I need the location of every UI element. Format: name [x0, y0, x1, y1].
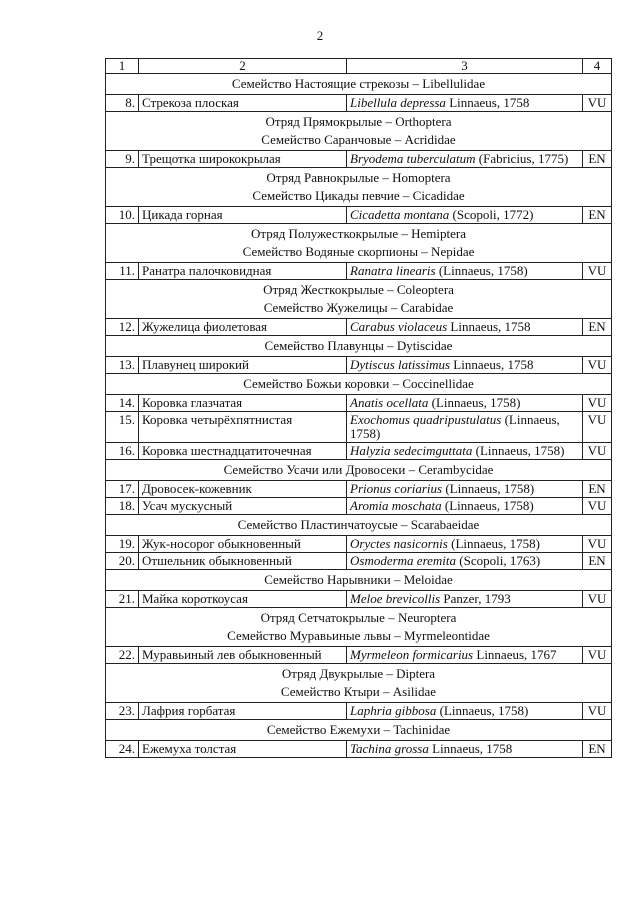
category-heading: Отряд Полужесткокрылые – Hemiptera: [250, 226, 467, 241]
species-row: [106, 741, 612, 758]
header-cell-4: 4: [583, 59, 612, 74]
latin-name-cell: [347, 357, 583, 374]
latin-name-cell: [347, 151, 583, 168]
author-year: Linnaeus, 1758: [445, 95, 530, 110]
category-row: [106, 608, 612, 647]
latin-name: Meloe brevicollis: [350, 591, 441, 606]
category-row: [106, 280, 612, 319]
category-heading: Семейство Ежемухи – Tachinidae: [266, 722, 451, 737]
status-code: EN: [583, 741, 612, 758]
russian-name: Стрекоза плоская: [139, 95, 347, 112]
author-year: (Scopoli, 1763): [456, 553, 541, 568]
species-row: [106, 395, 612, 412]
category-heading: Семейство Муравьиные львы – Myrmeleontidae: [227, 628, 490, 643]
russian-name: Ежемуха толстая: [139, 741, 347, 758]
category-cell: [106, 336, 612, 357]
latin-name: Bryodema tuberculatum: [350, 151, 476, 166]
status-code: VU: [583, 591, 612, 608]
author-year: Linnaeus, 1758: [428, 741, 513, 756]
species-row: [106, 591, 612, 608]
author-year: (Linnaeus, 1758): [350, 412, 560, 441]
russian-name: Майка короткоусая: [139, 591, 347, 608]
latin-name: Prionus coriarius: [350, 481, 443, 496]
author-year: (Scopoli, 1772): [449, 207, 534, 222]
species-row: [106, 95, 612, 112]
category-row: [106, 664, 612, 703]
species-row: [106, 703, 612, 720]
category-row: [106, 168, 612, 207]
row-number: 18.: [106, 498, 139, 515]
latin-name-cell: [347, 395, 583, 412]
header-cell-2: 2: [139, 59, 347, 74]
status-code: EN: [583, 319, 612, 336]
status-code: VU: [583, 263, 612, 280]
category-heading: Семейство Ктыри – Asilidae: [280, 684, 437, 699]
latin-name-cell: [347, 553, 583, 570]
category-heading: Отряд Прямокрылые – Orthoptera: [265, 114, 452, 129]
russian-name: Дровосек-кожевник: [139, 481, 347, 498]
latin-name-cell: [347, 207, 583, 224]
page-number: 2: [316, 28, 324, 43]
category-heading: Семейство Плавунцы – Dytiscidae: [264, 338, 453, 353]
russian-name: Отшельник обыкновенный: [139, 553, 347, 570]
status-code: VU: [583, 703, 612, 720]
latin-name: Anatis ocellata: [350, 395, 429, 410]
russian-name: Лафрия горбатая: [139, 703, 347, 720]
russian-name: Усач мускусный: [139, 498, 347, 515]
category-row: [106, 515, 612, 536]
category-heading: Семейство Пластинчатоусые – Scarabaeidae: [237, 517, 480, 532]
species-row: [106, 207, 612, 224]
row-number: 21.: [106, 591, 139, 608]
author-year: Panzer, 1793: [440, 591, 511, 606]
latin-name-cell: [347, 498, 583, 515]
latin-name-cell: [347, 443, 583, 460]
header-cell-3: 3: [347, 59, 583, 74]
category-cell: [106, 608, 612, 647]
category-heading: Семейство Водяные скорпионы – Nepidae: [242, 244, 475, 259]
latin-name: Carabus violaceus: [350, 319, 448, 334]
species-row: [106, 498, 612, 515]
row-number: 22.: [106, 647, 139, 664]
category-row: [106, 74, 612, 95]
category-row: [106, 336, 612, 357]
header-cell-1: 1: [106, 59, 139, 74]
species-row: [106, 443, 612, 460]
latin-name-cell: [347, 741, 583, 758]
author-year: (Linnaeus, 1758): [442, 481, 535, 496]
header-row: [106, 59, 612, 74]
row-number: 13.: [106, 357, 139, 374]
row-number: 20.: [106, 553, 139, 570]
row-number: 24.: [106, 741, 139, 758]
category-heading: Отряд Жесткокрылые – Coleoptera: [263, 282, 454, 297]
latin-name: Osmoderma eremita: [350, 553, 457, 568]
latin-name: Ranatra linearis: [350, 263, 436, 278]
species-row: [106, 151, 612, 168]
category-heading: Отряд Сетчатокрылые – Neuroptera: [260, 610, 457, 625]
status-code: EN: [583, 151, 612, 168]
latin-name: Cicadetta montana: [350, 207, 450, 222]
author-year: Linnaeus, 1758: [450, 357, 534, 372]
species-table: [105, 58, 612, 758]
latin-name: Laphria gibbosa: [350, 703, 437, 718]
status-code: VU: [583, 412, 612, 443]
status-code: EN: [583, 481, 612, 498]
russian-name: Трещотка ширококрылая: [139, 151, 347, 168]
status-code: VU: [583, 95, 612, 112]
russian-name: Плавунец широкий: [139, 357, 347, 374]
row-number: 19.: [106, 536, 139, 553]
species-row: [106, 357, 612, 374]
category-cell: [106, 74, 612, 95]
author-year: (Fabricius, 1775): [475, 151, 569, 166]
author-year: Linnaeus, 1767: [473, 647, 557, 662]
status-code: EN: [583, 553, 612, 570]
russian-name: Ранатра палочковидная: [139, 263, 347, 280]
species-row: [106, 319, 612, 336]
latin-name-cell: [347, 591, 583, 608]
category-cell: [106, 515, 612, 536]
author-year: Linnaeus, 1758: [447, 319, 531, 334]
row-number: 9.: [106, 151, 139, 168]
russian-name: Коровка четырёхпятнистая: [139, 412, 347, 443]
latin-name: Myrmeleon formicarius: [350, 647, 474, 662]
status-code: EN: [583, 207, 612, 224]
category-row: [106, 224, 612, 263]
category-heading: Семейство Цикады певчие – Cicadidae: [252, 188, 465, 203]
status-code: VU: [583, 647, 612, 664]
status-code: VU: [583, 357, 612, 374]
latin-name: Dytiscus latissimus: [350, 357, 451, 372]
category-cell: [106, 720, 612, 741]
category-cell: [106, 168, 612, 207]
row-number: 10.: [106, 207, 139, 224]
latin-name: Tachina grossa: [350, 741, 429, 756]
species-row: [106, 536, 612, 553]
latin-name-cell: [347, 412, 583, 443]
latin-name: Halyzia sedecimguttata: [350, 443, 473, 458]
author-year: (Linnaeus, 1758): [447, 536, 540, 551]
species-row: [106, 263, 612, 280]
status-code: VU: [583, 395, 612, 412]
author-year: (Linnaeus, 1758): [436, 703, 529, 718]
status-code: VU: [583, 536, 612, 553]
author-year: (Linnaeus, 1758): [428, 395, 521, 410]
category-heading: Семейство Саранчовые – Acrididae: [261, 132, 456, 147]
author-year: (Linnaeus, 1758): [472, 443, 565, 458]
latin-name-cell: [347, 319, 583, 336]
latin-name: Oryctes nasicornis: [350, 536, 448, 551]
category-heading: Семейство Божьи коровки – Coccinellidae: [243, 376, 474, 391]
category-cell: [106, 224, 612, 263]
category-row: [106, 112, 612, 151]
russian-name: Коровка шестнадцатиточечная: [139, 443, 347, 460]
row-number: 17.: [106, 481, 139, 498]
russian-name: Коровка глазчатая: [139, 395, 347, 412]
status-code: VU: [583, 498, 612, 515]
category-heading: Семейство Настоящие стрекозы – Libellulidae: [231, 76, 486, 91]
category-heading: Семейство Усачи или Дровосеки – Cerambycidae: [223, 462, 494, 477]
category-row: [106, 374, 612, 395]
species-row: [106, 412, 612, 443]
latin-name-cell: [347, 95, 583, 112]
category-heading: Отряд Равнокрылые – Homoptera: [266, 170, 451, 185]
category-row: [106, 720, 612, 741]
category-row: [106, 460, 612, 481]
row-number: 23.: [106, 703, 139, 720]
status-code: VU: [583, 443, 612, 460]
latin-name: Aromia moschata: [350, 498, 442, 513]
category-cell: [106, 460, 612, 481]
row-number: 8.: [106, 95, 139, 112]
category-heading: Семейство Нарывники – Meloidae: [264, 572, 453, 587]
category-cell: [106, 112, 612, 151]
category-cell: [106, 280, 612, 319]
row-number: 15.: [106, 412, 139, 443]
category-cell: [106, 374, 612, 395]
category-heading: Семейство Жужелицы – Carabidae: [263, 300, 454, 315]
row-number: 14.: [106, 395, 139, 412]
russian-name: Жужелица фиолетовая: [139, 319, 347, 336]
author-year: (Linnaeus, 1758): [441, 498, 534, 513]
row-number: 12.: [106, 319, 139, 336]
russian-name: Муравьиный лев обыкновенный: [139, 647, 347, 664]
category-cell: [106, 664, 612, 703]
russian-name: Цикада горная: [139, 207, 347, 224]
russian-name: Жук-носорог обыкновенный: [139, 536, 347, 553]
latin-name-cell: [347, 703, 583, 720]
latin-name-cell: [347, 536, 583, 553]
category-cell: [106, 570, 612, 591]
species-row: [106, 481, 612, 498]
species-row: [106, 647, 612, 664]
latin-name-cell: [347, 647, 583, 664]
latin-name-cell: [347, 263, 583, 280]
latin-name-cell: [347, 481, 583, 498]
latin-name: Exochomus quadripustulatus: [350, 412, 502, 427]
row-number: 16.: [106, 443, 139, 460]
row-number: 11.: [106, 263, 139, 280]
author-year: (Linnaeus, 1758): [435, 263, 528, 278]
category-row: [106, 570, 612, 591]
latin-name: Libellula depressa: [350, 95, 446, 110]
category-heading: Отряд Двукрылые – Diptera: [281, 666, 436, 681]
species-row: [106, 553, 612, 570]
